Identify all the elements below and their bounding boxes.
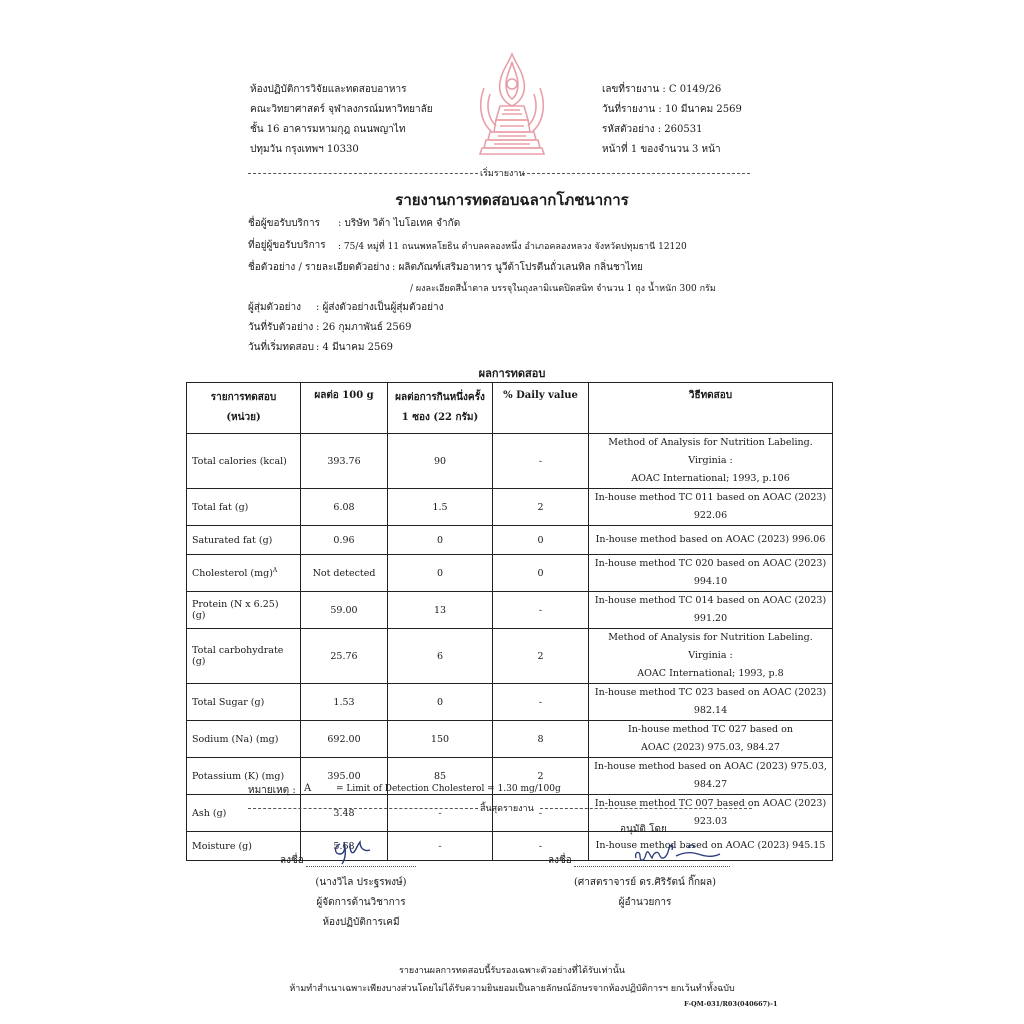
test-item-label: Ash (g) (192, 807, 227, 819)
cell-per-100g: 393.76 (301, 434, 388, 489)
cell-method (589, 555, 833, 592)
test-item-label: Protein (N x 6.25) (g) (192, 599, 279, 621)
test-item-label: Total Sugar (g) (192, 696, 265, 708)
page-indicator: หน้าที่ 1 ของจำนวน 3 หน้า (602, 144, 721, 155)
sample-code: รหัสตัวอย่าง : 260531 (602, 124, 703, 135)
test-item-label: Saturated fat (g) (192, 534, 273, 546)
cell-per-serving: 6 (388, 629, 493, 684)
footer-line1: รายงานผลการทดสอบนี้รับรองเฉพาะตัวอย่างที่ได้รับเท่านั้น (399, 966, 625, 976)
cell-per-100g: 395.00 (301, 758, 388, 795)
cell-method (589, 684, 833, 721)
cell-method (589, 526, 833, 555)
cell-daily-value: - (493, 592, 589, 629)
cell-test-item (187, 434, 301, 489)
lab-district: ปทุมวัน กรุงเทพฯ 10330 (250, 144, 359, 155)
cell-daily-value: 0 (493, 526, 589, 555)
cell-per-serving: 0 (388, 684, 493, 721)
note-marker: A (304, 783, 312, 794)
cell-method (589, 434, 833, 489)
test-item-label: Total fat (g) (192, 501, 249, 513)
signer-left-block (296, 873, 426, 933)
cell-daily-value: - (493, 795, 589, 832)
note-text: = Limit of Detection Cholesterol = 1.30 mg/100g (336, 784, 561, 794)
cell-per-serving: 13 (388, 592, 493, 629)
note-label: หมายเหตุ : (248, 785, 296, 796)
test-start-value: : 4 มีนาคม 2569 (316, 342, 394, 353)
cell-per-100g: 25.76 (301, 629, 388, 684)
header-test-item (187, 383, 301, 434)
cell-per-100g: 3.48 (301, 795, 388, 832)
cell-test-item (187, 489, 301, 526)
method-line2: AOAC International; 1993, p.106 (631, 473, 790, 484)
cell-test-item (187, 526, 301, 555)
cell-test-item (187, 684, 301, 721)
cell-per-100g: 1.53 (301, 684, 388, 721)
signature-right-handwriting (628, 838, 728, 868)
cell-per-100g: 59.00 (301, 592, 388, 629)
cell-per-100g: 6.08 (301, 489, 388, 526)
method-line1: In-house method TC 023 based on AOAC (2023) 982.14 (594, 687, 827, 716)
sampler-label: ผู้สุ่มตัวอย่าง (248, 302, 302, 313)
table-row (187, 434, 833, 489)
received-label: วันที่รับตัวอย่าง (248, 322, 314, 333)
table-row (187, 629, 833, 684)
method-line1: In-house method TC 011 based on AOAC (2023) 922.06 (594, 492, 827, 521)
signer-left-title1: ผู้จัดการด้านวิชาการ (316, 897, 406, 908)
cell-test-item (187, 721, 301, 758)
approved-by: อนุมัติ โดย (620, 824, 667, 835)
report-number: เลขที่รายงาน : C 0149/26 (602, 84, 722, 95)
cell-per-serving: 0 (388, 526, 493, 555)
header-per-serving (388, 383, 493, 434)
lab-address (250, 80, 433, 160)
test-item-label: Potassium (K) (mg) (192, 770, 285, 782)
test-item-label: Sodium (Na) (mg) (192, 733, 279, 745)
divider-end-left (248, 808, 478, 809)
signer-left-title2: ห้องปฏิบัติการเคมี (322, 917, 400, 928)
method-line1: In-house method TC 014 based on AOAC (2023) 991.20 (594, 595, 827, 624)
cell-daily-value: 8 (493, 721, 589, 758)
header-serving-line2: 1 ซอง (22 กรัม) (401, 412, 479, 423)
divider-end-right (540, 808, 752, 809)
lab-name: ห้องปฏิบัติการวิจัยและทดสอบอาหาร (250, 84, 407, 95)
method-line1: In-house method TC 027 based on (628, 724, 793, 735)
signer-right-title1: ผู้อำนวยการ (618, 897, 672, 908)
signer-right-name: (ศาสตราจารย์ ดร.ศิริรัตน์ กิ๊กผล) (574, 877, 716, 888)
lab-building: ชั้น 16 อาคารมหามกุฎ ถนนพญาไท (250, 124, 406, 135)
method-line2: AOAC (2023) 975.03, 984.27 (641, 742, 780, 753)
cell-per-100g: 0.96 (301, 526, 388, 555)
cell-per-serving: 0 (388, 555, 493, 592)
table-row (187, 684, 833, 721)
cell-per-serving: - (388, 795, 493, 832)
test-item-label: Moisture (g) (192, 840, 252, 852)
cell-daily-value: 2 (493, 758, 589, 795)
footer-line2: ห้ามทำสำเนาเฉพาะเพียงบางส่วนโดยไม่ได้รับความยินยอมเป็นลายลักษณ์อักษรจากห้องปฏิบัติการฯ ยกเว้นทำทั้งฉบับ (289, 984, 735, 994)
cell-per-100g: 5.68 (301, 832, 388, 861)
header-serving-line1: ผลต่อการกินหนึ่งครั้ง (395, 392, 485, 403)
test-item-label: Cholesterol (mg) (192, 568, 273, 580)
cell-per-100g: Not detected (301, 555, 388, 592)
cell-daily-value: 2 (493, 629, 589, 684)
table-row (187, 555, 833, 592)
chulalongkorn-seal-logo (470, 48, 554, 162)
cell-method (589, 758, 833, 795)
report-title: รายงานการทดสอบฉลากโภชนาการ (395, 191, 629, 209)
report-meta (602, 80, 742, 160)
cell-test-item (187, 592, 301, 629)
cell-method (589, 629, 833, 684)
table-header-row (187, 383, 833, 434)
end-marker: สิ้นสุดรายงาน (480, 804, 534, 814)
divider-start-left (248, 173, 478, 174)
cell-test-item (187, 795, 301, 832)
cell-method (589, 592, 833, 629)
cell-daily-value: - (493, 684, 589, 721)
address-value: : 75/4 หมู่ที่ 11 ถนนพหลโยธิน ตำบลคลองหนึ่ง อำเภอคลองหลวง จังหวัดปทุมธานี 12120 (338, 242, 687, 252)
signature-label-left: ลงชื่อ (280, 855, 304, 866)
method-line1: In-house method TC 020 based on AOAC (2023) 994.10 (594, 558, 827, 587)
method-line1: In-house method based on AOAC (2023) 975.03, 984.27 (594, 761, 827, 790)
method-line2: AOAC International; 1993, p.8 (637, 668, 784, 679)
sample-value-line2: / ผงละเอียดสีน้ำตาล บรรจุในถุงลามิเนตปิดสนิท จำนวน 1 ถุง น้ำหนัก 300 กรัม (410, 284, 716, 294)
method-line1: In-house method TC 007 based on AOAC (2023) 923.03 (594, 798, 827, 827)
cell-per-100g: 692.00 (301, 721, 388, 758)
sampler-value: : ผู้ส่งตัวอย่างเป็นผู้สุ่มตัวอย่าง (316, 302, 444, 313)
table-row (187, 592, 833, 629)
method-line1: Method of Analysis for Nutrition Labeling. Virginia : (608, 632, 813, 661)
table-row (187, 721, 833, 758)
cell-daily-value: - (493, 832, 589, 861)
sample-label: ชื่อตัวอย่าง / รายละเอียดตัวอย่าง (248, 262, 390, 273)
method-line1: In-house method based on AOAC (2023) 996.06 (595, 534, 826, 545)
signature-left-handwriting (330, 838, 380, 868)
header-method: วิธีทดสอบ (589, 383, 833, 434)
signer-left-name: (นางวิไล ประฐรพงษ์) (315, 877, 407, 888)
header-daily-value: % Daily value (493, 383, 589, 434)
lab-faculty: คณะวิทยาศาสตร์ จุฬาลงกรณ์มหาวิทยาลัย (250, 104, 433, 115)
header-per-100g: ผลต่อ 100 g (301, 383, 388, 434)
cell-per-serving: 150 (388, 721, 493, 758)
cell-method (589, 489, 833, 526)
header-item-line1: รายการทดสอบ (210, 392, 277, 403)
cell-per-serving: - (388, 832, 493, 861)
form-code: F-QM-031/R03(040667)-1 (684, 1000, 778, 1008)
start-marker: เริ่มรายงาน (480, 169, 525, 179)
footnote-marker: A (272, 566, 278, 574)
cell-per-serving: 90 (388, 434, 493, 489)
cell-per-serving: 1.5 (388, 489, 493, 526)
cell-test-item (187, 629, 301, 684)
client-value: : บริษัท วิต้า ไบโอเทค จำกัด (338, 218, 461, 229)
cell-method (589, 721, 833, 758)
divider-start-right (522, 173, 750, 174)
method-line1: In-house method based on AOAC (2023) 945.15 (595, 840, 826, 851)
cell-daily-value: 2 (493, 489, 589, 526)
cell-test-item (187, 555, 301, 592)
test-item-label: Total carbohydrate (g) (192, 645, 284, 667)
test-start-label: วันที่เริ่มทดสอบ (248, 342, 314, 353)
signature-label-right: ลงชื่อ (548, 855, 572, 866)
table-row (187, 526, 833, 555)
signer-right-block (560, 873, 730, 913)
cell-daily-value: 0 (493, 555, 589, 592)
cell-per-serving: 85 (388, 758, 493, 795)
client-label: ชื่อผู้ขอรับบริการ (248, 218, 320, 229)
sample-value-line1: : ผลิตภัณฑ์เสริมอาหาร นูวีต้าโปรตีนถั่วเลนทิล กลิ่นชาไทย (392, 262, 643, 273)
cell-daily-value: - (493, 434, 589, 489)
results-title: ผลการทดสอบ (478, 367, 546, 380)
header-item-line2: (หน่วย) (226, 412, 261, 423)
method-line1: Method of Analysis for Nutrition Labeling. Virginia : (608, 437, 813, 466)
test-item-label: Total calories (kcal) (192, 455, 287, 467)
received-value: : 26 กุมภาพันธ์ 2569 (316, 322, 412, 333)
table-row (187, 489, 833, 526)
report-date: วันที่รายงาน : 10 มีนาคม 2569 (602, 104, 742, 115)
address-label: ที่อยู่ผู้ขอรับบริการ (248, 240, 326, 251)
